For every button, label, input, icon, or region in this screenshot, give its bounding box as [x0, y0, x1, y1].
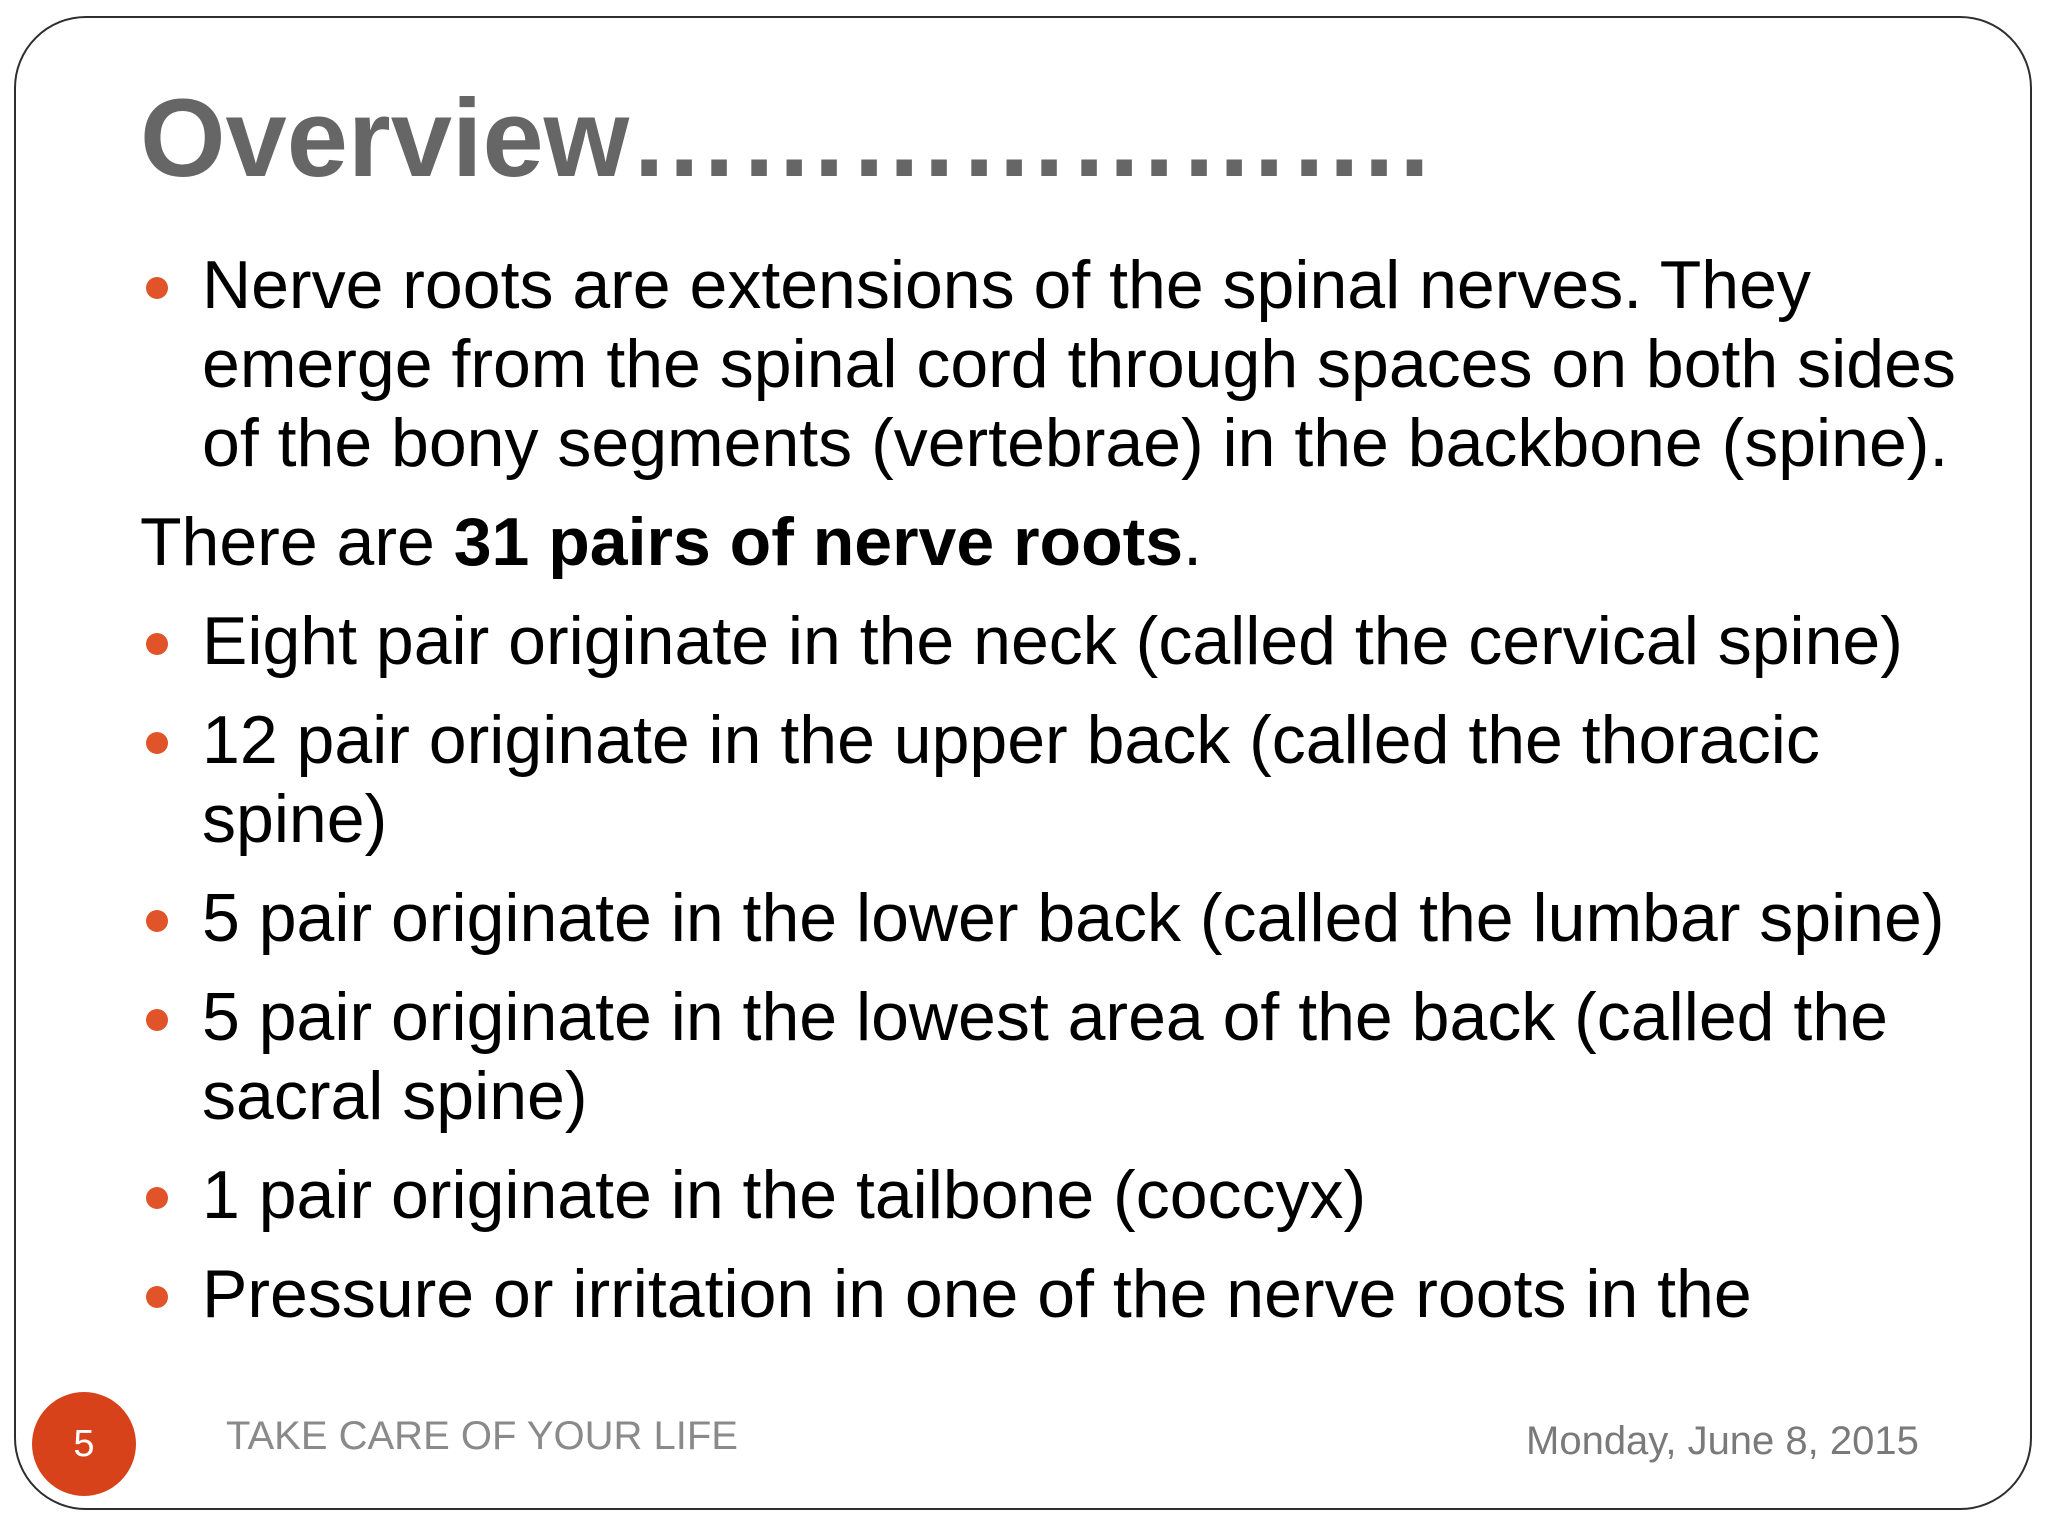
footer-date: Monday, June 8, 2015	[1526, 1419, 1919, 1463]
bullet-item	[140, 1156, 1960, 1235]
bullet-dot-icon	[146, 277, 168, 299]
paragraph-bold: 31 pairs of nerve roots	[453, 504, 1184, 580]
bullet-item	[140, 701, 1960, 859]
bullet-text: 5 pair originate in the lower back (called the lumbar spine)	[202, 880, 1945, 956]
bullet-dot-icon	[146, 732, 168, 754]
bullet-dot-icon	[146, 1187, 168, 1209]
slide-number-badge: 5	[32, 1392, 136, 1496]
bullet-item	[140, 978, 1960, 1136]
paragraph-suffix: .	[1183, 504, 1202, 580]
slide-title: Overview………………….	[140, 77, 1430, 200]
footer-text: TAKE CARE OF YOUR LIFE	[226, 1414, 738, 1458]
bullet-text: 1 pair originate in the tailbone (coccyx)	[202, 1157, 1367, 1233]
bullet-item	[140, 246, 1960, 483]
bullet-text: Nerve roots are extensions of the spinal nerves. They emerge from the spinal cord through spaces on both sides of the bony segments (vertebrae) in the backbone (spine).	[202, 247, 1956, 481]
bullet-dot-icon	[146, 1286, 168, 1308]
plain-paragraph	[140, 503, 1960, 582]
bullet-text: Eight pair originate in the neck (called the cervical spine)	[202, 603, 1903, 679]
bullet-item	[140, 1255, 1960, 1334]
slide-body	[140, 246, 1960, 1354]
bullet-text: Pressure or irritation in one of the nerve roots in the	[202, 1256, 1752, 1332]
bullet-text: 5 pair originate in the lowest area of the back (called the sacral spine)	[202, 979, 1888, 1134]
slide-frame	[14, 16, 2032, 1510]
bullet-dot-icon	[146, 1009, 168, 1031]
bullet-text: 12 pair originate in the upper back (called the thoracic spine)	[202, 702, 1820, 857]
paragraph-prefix: There are	[140, 504, 454, 580]
bullet-item	[140, 602, 1960, 681]
bullet-item	[140, 879, 1960, 958]
bullet-dot-icon	[146, 633, 168, 655]
bullet-dot-icon	[146, 910, 168, 932]
